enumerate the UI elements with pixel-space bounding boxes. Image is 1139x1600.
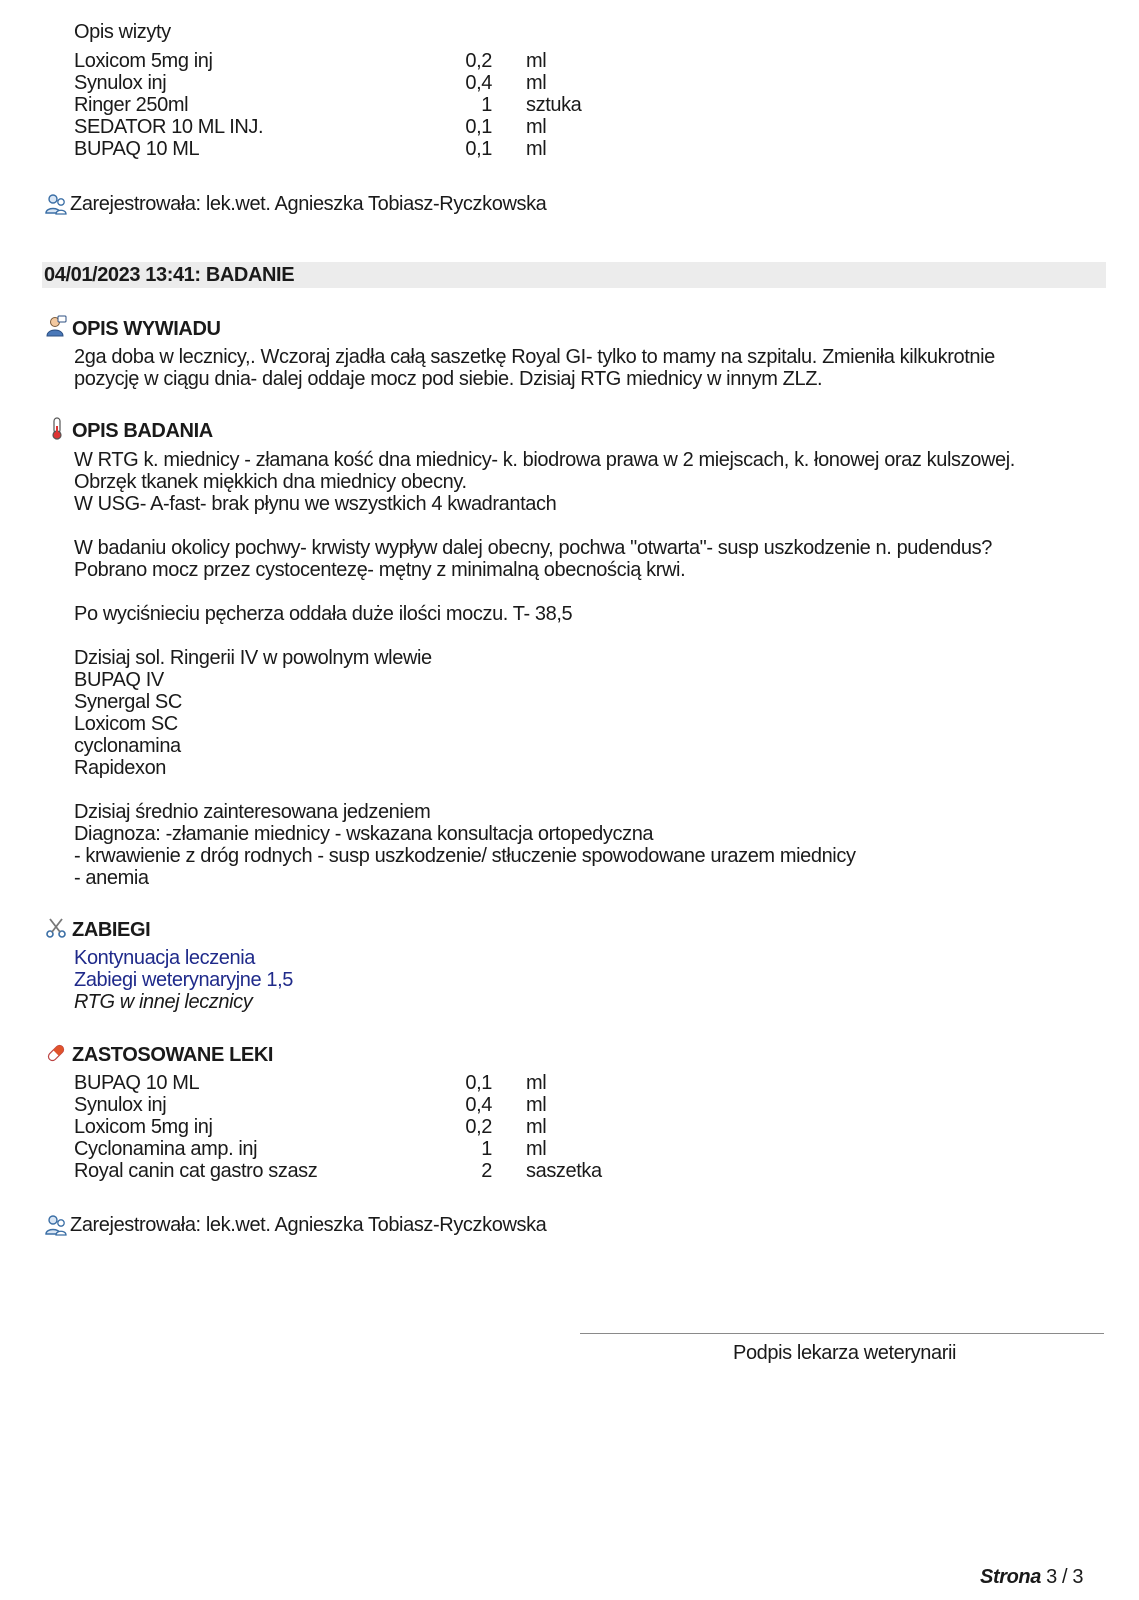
table-row	[74, 1072, 674, 1094]
users-icon	[44, 192, 68, 216]
drug-qty: 0,4	[465, 1094, 492, 1116]
page-number	[980, 1565, 1083, 1589]
drug-unit: ml	[526, 116, 547, 138]
drug-unit: sztuka	[526, 94, 582, 116]
interview-line: pozycję w ciągu dnia- dalej oddaje mocz pod siebie. Dzisiaj RTG miednicy w innym ZLZ.	[74, 368, 823, 390]
visit-description-title: Opis wizyty	[74, 21, 171, 43]
visit-date-text: 04/01/2023 13:41: BADANIE	[44, 264, 295, 286]
examination-line: BUPAQ IV	[74, 669, 164, 691]
table-row	[74, 116, 674, 138]
drug-qty: 0,1	[465, 116, 492, 138]
procedure-item: RTG w innej lecznicy	[74, 991, 253, 1013]
table-row	[74, 1138, 674, 1160]
examination-line: Obrzęk tkanek miękkich dna miednicy obecny.	[74, 471, 467, 493]
drug-qty: 0,1	[465, 138, 492, 160]
drug-unit: saszetka	[526, 1160, 602, 1182]
drug-name: Ringer 250ml	[74, 94, 189, 116]
procedure-item: Kontynuacja leczenia	[74, 947, 256, 969]
drug-qty: 0,4	[465, 72, 492, 94]
users-icon	[44, 1213, 68, 1237]
drug-name: Loxicom 5mg inj	[74, 50, 213, 72]
scissors-icon	[44, 916, 68, 940]
table-row	[74, 1116, 674, 1138]
doctor-icon	[44, 314, 68, 338]
examination-line: - krwawienie z dróg rodnych - susp uszkodzenie/ stłuczenie spowodowane urazem miednicy	[74, 845, 856, 867]
drug-unit: ml	[526, 1116, 547, 1138]
examination-line: Rapidexon	[74, 757, 167, 779]
drug-qty: 1	[481, 1138, 492, 1160]
drug-unit: ml	[526, 1072, 547, 1094]
drug-unit: ml	[526, 1094, 547, 1116]
medications-heading: ZASTOSOWANE LEKI	[72, 1044, 274, 1066]
drug-unit: ml	[526, 50, 547, 72]
examination-line: W RTG k. miednicy - złamana kość dna miednicy- k. biodrowa prawa w 2 miejscach, k. łonowej oraz kulszowej.	[74, 449, 1015, 471]
registered-by-text: Zarejestrowała: lek.wet. Agnieszka Tobiasz-Ryczkowska	[70, 193, 547, 215]
drug-name: BUPAQ 10 ML	[74, 1072, 200, 1094]
registered-by-text: Zarejestrowała: lek.wet. Agnieszka Tobiasz-Ryczkowska	[70, 1214, 547, 1236]
page-total: / 3	[1062, 1566, 1084, 1588]
drug-name: Loxicom 5mg inj	[74, 1116, 213, 1138]
drug-qty: 0,1	[465, 1072, 492, 1094]
examination-line: Dzisiaj sol. Ringerii IV w powolnym wlewie	[74, 647, 432, 669]
drug-unit: ml	[526, 72, 547, 94]
visit-date-header	[42, 262, 1106, 288]
drug-name: Royal canin cat gastro szasz	[74, 1160, 318, 1182]
drug-name: BUPAQ 10 ML	[74, 138, 200, 160]
drug-name: Synulox inj	[74, 72, 167, 94]
page-current: 3	[1046, 1566, 1057, 1588]
procedures-heading: ZABIEGI	[72, 919, 151, 941]
drug-qty: 0,2	[465, 1116, 492, 1138]
table-row	[74, 50, 674, 72]
table-row	[74, 94, 674, 116]
drug-qty: 2	[481, 1160, 492, 1182]
examination-heading: OPIS BADANIA	[72, 420, 213, 442]
examination-line: Dzisiaj średnio zainteresowana jedzeniem	[74, 801, 431, 823]
examination-line: W USG- A-fast- brak płynu we wszystkich 4 kwadrantach	[74, 493, 557, 515]
table-row	[74, 72, 674, 94]
drug-qty: 0,2	[465, 50, 492, 72]
examination-line: Loxicom SC	[74, 713, 178, 735]
procedure-item: Zabiegi weterynaryjne 1,5	[74, 969, 294, 991]
drug-name: Synulox inj	[74, 1094, 167, 1116]
examination-line: Pobrano mocz przez cystocentezę- mętny z minimalną obecnością krwi.	[74, 559, 686, 581]
interview-line: 2ga doba w lecznicy,. Wczoraj zjadła całą saszetkę Royal GI- tylko to mamy na szpitalu. Zmieniła kilkukrotnie	[74, 346, 995, 368]
examination-line: - anemia	[74, 867, 149, 889]
page-word: Strona	[980, 1566, 1041, 1588]
examination-line: Synergal SC	[74, 691, 182, 713]
examination-line: cyclonamina	[74, 735, 181, 757]
thermometer-icon	[46, 417, 70, 441]
drug-name: Cyclonamina amp. inj	[74, 1138, 258, 1160]
drug-unit: ml	[526, 138, 547, 160]
table-row	[74, 1160, 674, 1182]
pill-icon	[44, 1041, 68, 1065]
examination-line: W badaniu okolicy pochwy- krwisty wypływ dalej obecny, pochwa "otwarta"- susp uszkodzenie n. pudendus?	[74, 537, 992, 559]
interview-heading: OPIS WYWIADU	[72, 318, 221, 340]
table-row	[74, 1094, 674, 1116]
signature-label: Podpis lekarza weterynarii	[733, 1342, 957, 1364]
signature-line	[580, 1333, 1104, 1334]
examination-line: Po wyciśnieciu pęcherza oddała duże ilości moczu. T- 38,5	[74, 603, 573, 625]
examination-line: Diagnoza: -złamanie miednicy - wskazana konsultacja ortopedyczna	[74, 823, 654, 845]
drug-qty: 1	[481, 94, 492, 116]
drug-unit: ml	[526, 1138, 547, 1160]
table-row	[74, 138, 674, 160]
drug-name: SEDATOR 10 ML INJ.	[74, 116, 264, 138]
